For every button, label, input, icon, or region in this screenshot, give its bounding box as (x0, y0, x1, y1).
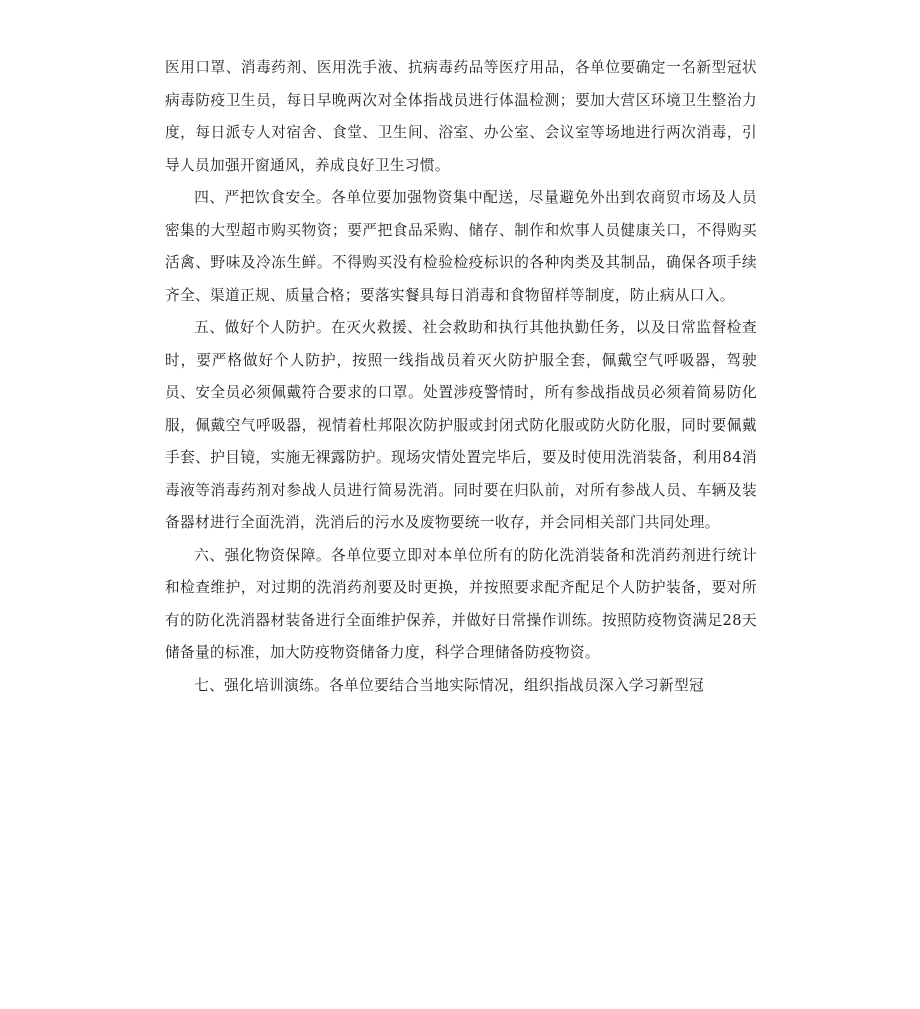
paragraph-food-safety: 四、严把饮食安全。各单位要加强物资集中配送，尽量避免外出到农商贸市场及人员密集的大型超市购买物资；要严把食品采购、储存、制作和炊事人员健康关口，不得购买活禽、野味及冷冻生鲜。不得购买没有检验检疫标识的各种肉类及其制品，确保各项手续齐全、渠道正规、质量合格；要落实餐具每日消毒和食物留样等制度，防止病从口入。 (165, 189, 757, 304)
paragraph-training-drills: 七、强化培训演练。各单位要结合当地实际情况，组织指战员深入学习新型冠 (194, 676, 704, 694)
paragraph-continuation: 医用口罩、消毒药剂、医用洗手液、抗病毒药品等医疗用品，各单位要确定一名新型冠状病毒防疫卫生员，每日早晚两次对全体指战员进行体温检测；要加大营区环境卫生整治力度，每日派专人对宿舍、食堂、卫生间、浴室、办公室、会议室等场地进行两次消毒，引导人员加强开窗通风，养成良好卫生习惯。 (165, 59, 757, 174)
paragraph-supply-guarantee: 六、强化物资保障。各单位要立即对本单位所有的防化洗消装备和洗消药剂进行统计和检查维护，对过期的洗消药剂要及时更换，并按照要求配齐配足个人防护装备，要对所有的防化洗消器材装备进行全面维护保养，并做好日常操作训练。按照防疫物资满足28天储备量的标准，加大防疫物资储备力度，科学合理储备防疫物资。 (165, 546, 757, 661)
paragraph-personal-protection: 五、做好个人防护。在灭火救援、社会救助和执行其他执勤任务，以及日常监督检查时，要严格做好个人防护，按照一线指战员着灭火防护服全套，佩戴空气呼吸器，驾驶员、安全员必须佩戴符合要求的口罩。处置涉疫警情时，所有参战指战员必须着简易防化服，佩戴空气呼吸器，视情着杜邦限次防护服或封闭式防化服或防火防化服，同时要佩戴手套、护目镜，实施无裸露防护。现场灾情处置完毕后，要及时使用洗消装备，利用84消毒液等消毒药剂对参战人员进行简易洗消。同时要在归队前，对所有参战人员、车辆及装备器材进行全面洗消，洗消后的污水及废物要统一收存，并会同相关部门共同处理。 (165, 319, 757, 531)
document-body (165, 52, 757, 702)
